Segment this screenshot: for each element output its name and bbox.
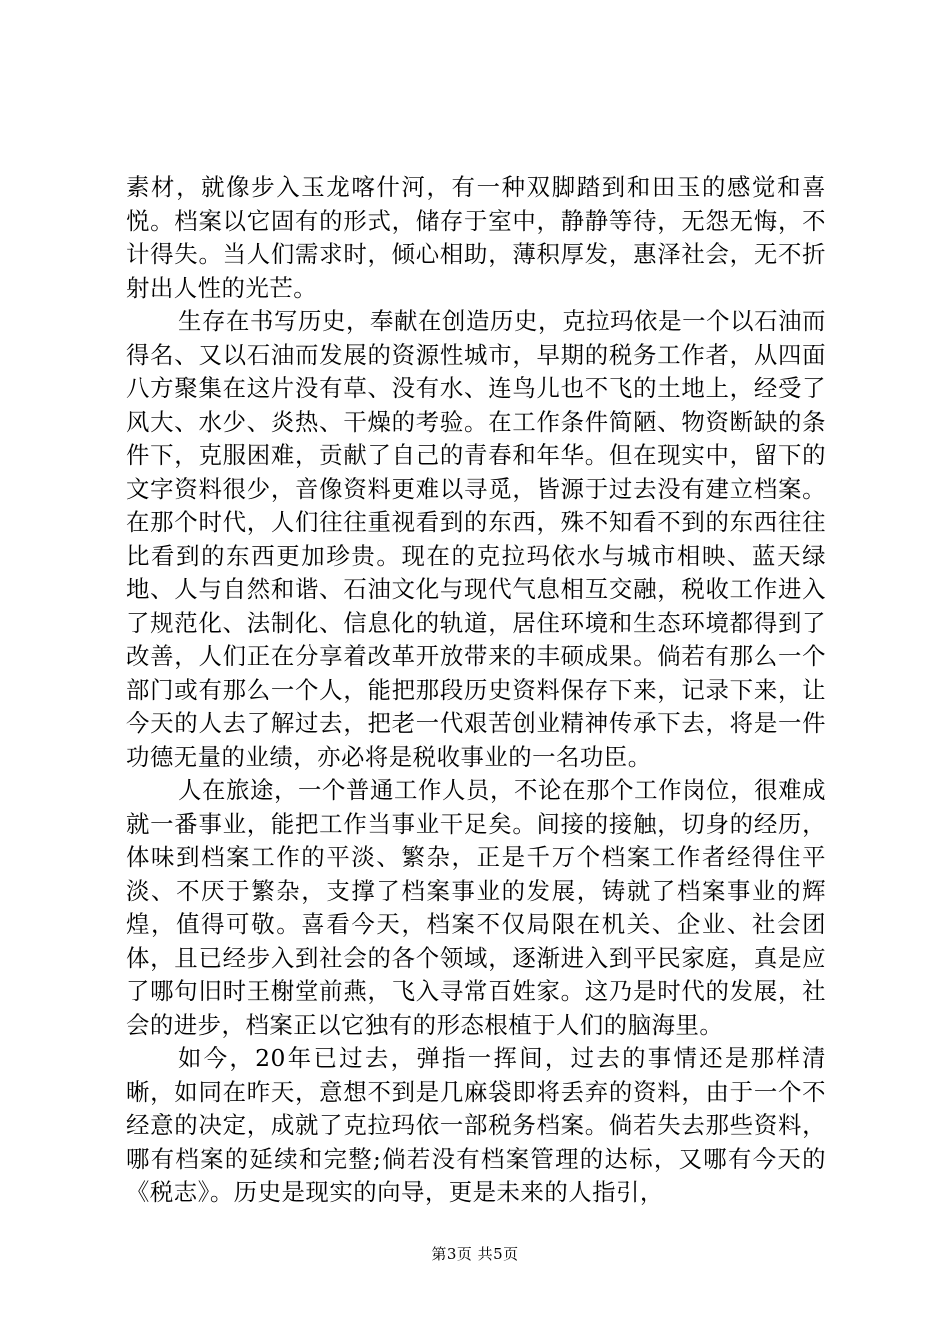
paragraph-2: 生存在书写历史，奉献在创造历史，克拉玛依是一个以石油而得名、又以石油而发展的资源性城市，早期的税务工作者，从四面八方聚集在这片没有草、没有水、连鸟儿也不飞的土地上，经受了风大、水少、炎热、干燥的考验。在工作条件简陋、物资断缺的条件下，克服困难，贡献了自己的青春和年华。但在现实中，留下的文字资料很少，音像资料更难以寻觅，皆源于过去没有建立档案。在那个时代，人们往往重视看到的东西，殊不知看不到的东西往往比看到的东西更加珍贵。现在的克拉玛依水与城市相映、蓝天绿地、人与自然和谐、石油文化与现代气息相互交融，税收工作进入了规范化、法制化、信息化的轨道，居住环境和生态环境都得到了改善，人们正在分享着改革开放带来的丰硕成果。倘若有那么一个部门或有那么一个人，能把那段历史资料保存下来，记录下来，让今天的人去了解过去，把老一代艰苦创业精神传承下去，将是一件功德无量的业绩，亦必将是税收事业的一名功臣。	[126, 307, 826, 771]
page-number-footer: 第3页 共5页	[431, 1245, 519, 1263]
document-body	[126, 171, 826, 1210]
paragraph-3: 人在旅途，一个普通工作人员，不论在那个工作岗位，很难成就一番事业，能把工作当事业干足矣。间接的接触，切身的经历，体味到档案工作的平淡、繁杂，正是千万个档案工作者经得住平淡、不厌于繁杂，支撑了档案事业的发展，铸就了档案事业的辉煌，值得可敬。喜看今天，档案不仅局限在机关、企业、社会团体，且已经步入到社会的各个领域，逐渐进入到平民家庭，真是应了哪句旧时王榭堂前燕，飞入寻常百姓家。这乃是时代的发展，社会的进步，档案正以它独有的形态根植于人们的脑海里。	[126, 776, 826, 1039]
paragraph-4: 如今，20年已过去，弹指一挥间，过去的事情还是那样清晰，如同在昨天，意想不到是几麻袋即将丢弃的资料，由于一个不经意的决定，成就了克拉玛依一部税务档案。倘若失去那些资料，哪有档案的延续和完整;倘若没有档案管理的达标，又哪有今天的《税志》。历史是现实的向导，更是未来的人指引，	[126, 1044, 826, 1206]
paragraph-1: 素材，就像步入玉龙喀什河，有一种双脚踏到和田玉的感觉和喜悦。档案以它固有的形式，储存于室中，静静等待，无怨无悔，不计得失。当人们需求时，倾心相助，薄积厚发，惠泽社会，无不折射出人性的光芒。	[126, 173, 826, 302]
